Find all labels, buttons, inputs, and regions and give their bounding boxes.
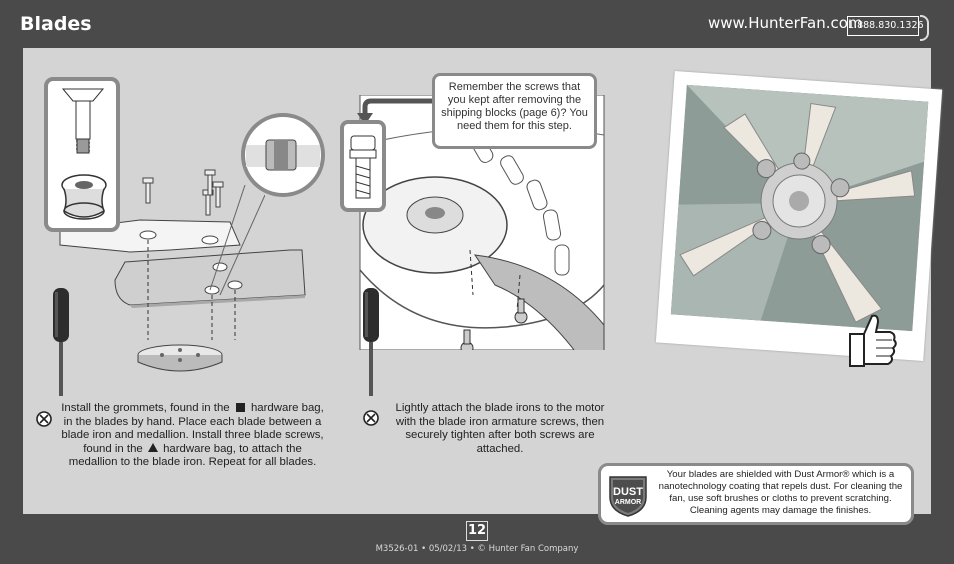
dust-armor-text: Your blades are shielded with Dust Armor® which is a nanotechnology coating that repels dust. For cleaning the fan, use soft brushes or cloths to prevent scratching. Cleaning agents may damage the finishes.	[658, 469, 903, 516]
no-tool-icon	[363, 410, 379, 426]
page-number: 12	[466, 521, 488, 541]
triangle-hardware-icon	[148, 443, 158, 452]
magnifier-guides	[195, 185, 265, 300]
square-hardware-icon	[236, 403, 245, 412]
dust-armor-notice	[598, 463, 914, 525]
step2-instructions: Lightly attach the blade irons to the motor with the blade iron armature screws, then securely tighten after both screws are attached.	[395, 402, 605, 455]
phone-number: 1.888.830.1326	[847, 16, 919, 36]
step1-text-b: hardware bag, in the blades by hand. Place each blade between a blade iron and medallion. Install three blade screws, found in the	[61, 402, 324, 455]
step1-text-c: hardware bag, to attach the medallion to the blade iron. Repeat for all blades.	[68, 442, 317, 469]
step1-instructions	[60, 402, 325, 470]
phone-icon	[920, 15, 929, 41]
dust-armor-badge-icon	[607, 471, 649, 517]
armature-screw-icon	[348, 132, 378, 204]
screw-inset-box	[340, 120, 386, 212]
website-link[interactable]: www.HunterFan.com	[708, 14, 863, 32]
grommet-icon	[58, 173, 110, 225]
screwdriver-icon	[360, 284, 382, 402]
no-tool-icon	[36, 411, 52, 427]
footer-text: M3526-01 • 05/02/13 • © Hunter Fan Company	[375, 544, 579, 554]
blade-screw-icon	[58, 87, 108, 157]
badge-dust: DUST	[613, 486, 643, 498]
badge-armor: ARMOR	[614, 499, 642, 506]
step1-text-a: Install the grommets, found in the	[61, 402, 230, 414]
fan-photo-card	[656, 71, 942, 361]
screwdriver-icon	[50, 284, 72, 402]
reminder-callout: Remember the screws that you kept after removing the shipping blocks (page 6)? You need them for this step.	[432, 73, 597, 149]
fan-photo	[671, 85, 928, 331]
thumbs-up-icon	[846, 312, 898, 370]
page-title: Blades	[20, 13, 92, 35]
hardware-inset-box	[44, 77, 120, 232]
